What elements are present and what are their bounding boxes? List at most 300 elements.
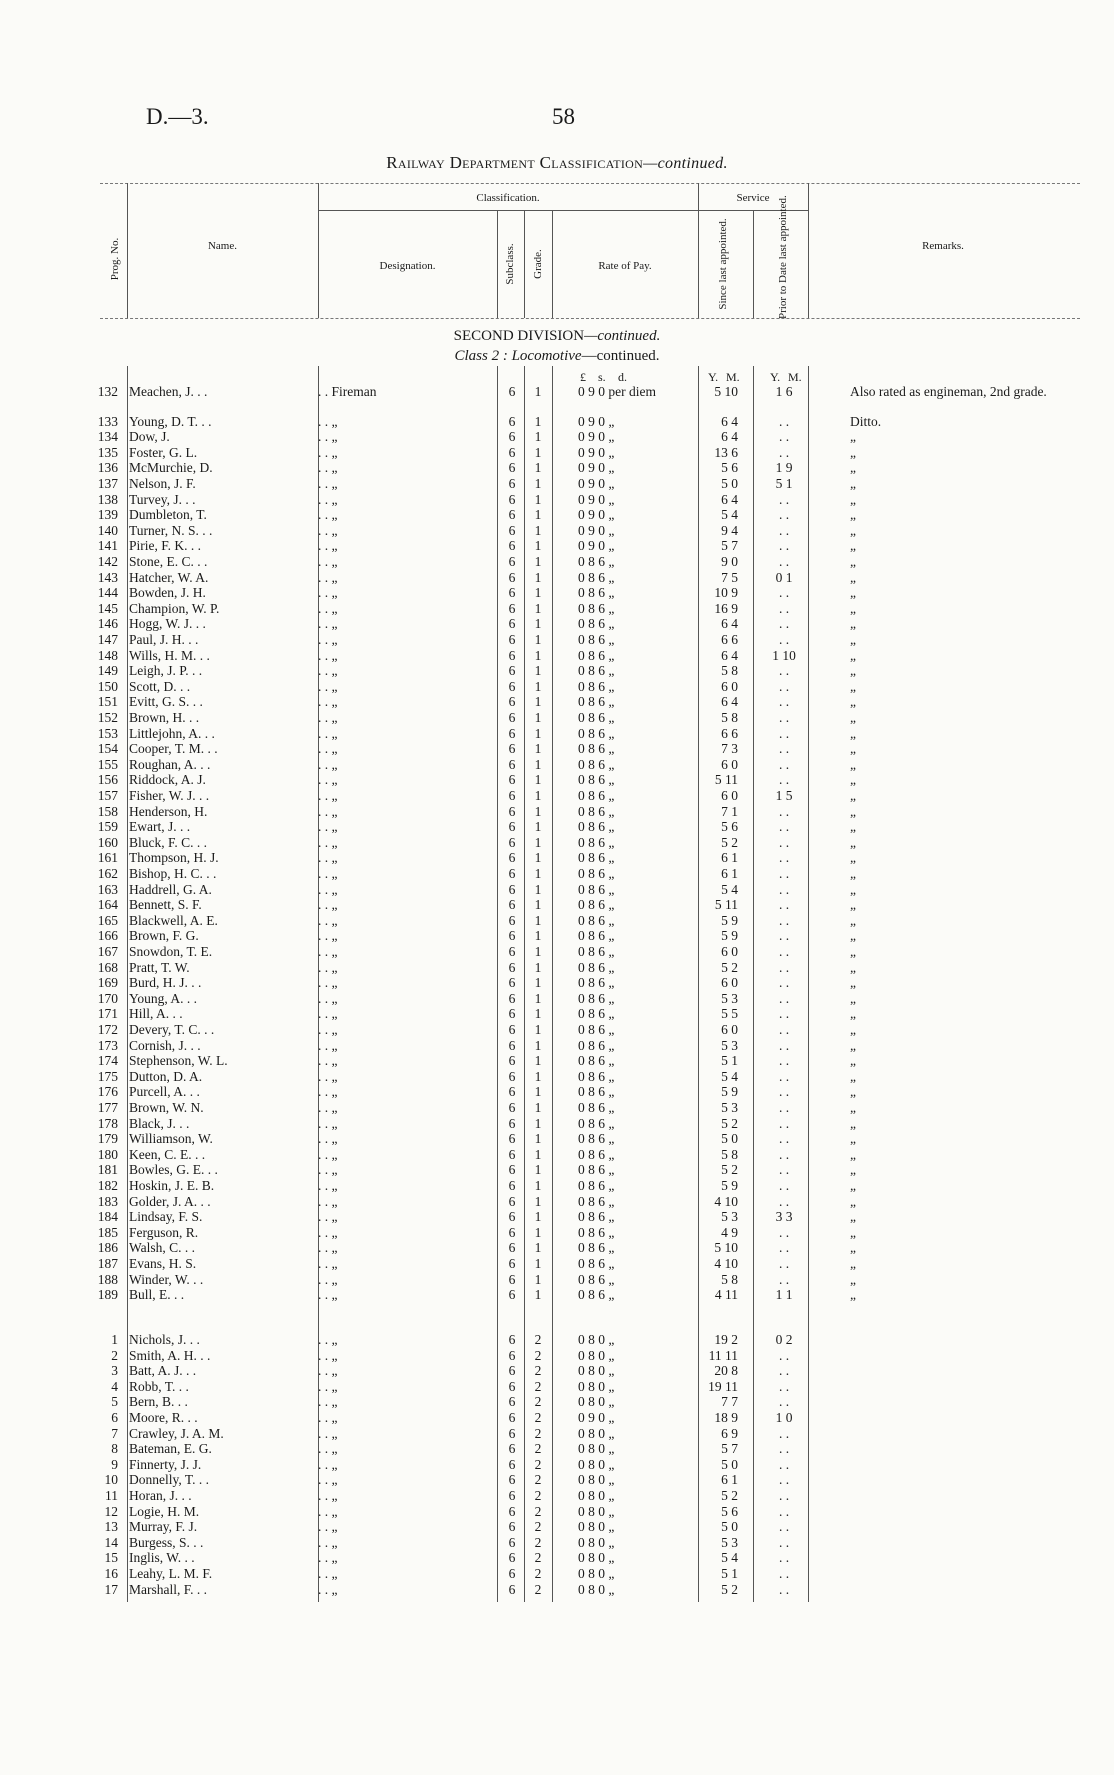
table-row bbox=[0, 460, 1114, 476]
cell-sub: 6 bbox=[508, 1441, 516, 1457]
cell-no: 184 bbox=[97, 1209, 118, 1225]
cell-sub: 6 bbox=[508, 1178, 516, 1193]
cell-rate: 0 8 0 „ bbox=[578, 1456, 615, 1472]
cell-gr: 1 bbox=[534, 975, 542, 991]
cell-desig: . . „ bbox=[318, 772, 338, 788]
cell-name: Haddrell, G. A. bbox=[129, 881, 212, 897]
cell-sub: 6 bbox=[508, 1472, 516, 1488]
cell-sub: 6 bbox=[508, 569, 516, 585]
cell-name: Bishop, H. C. . . bbox=[129, 866, 217, 881]
cell-since: 6 6 bbox=[721, 725, 738, 741]
cell-gr: 1 bbox=[534, 741, 542, 757]
cell-desig: . . „ bbox=[318, 1534, 338, 1550]
cell-gr: 1 bbox=[534, 476, 542, 491]
cell-prior: . . bbox=[778, 663, 790, 679]
division-label: SECOND DIVISION bbox=[453, 328, 585, 344]
cell-name: Horan, J. . . bbox=[129, 1488, 192, 1503]
cell-desig: . . „ bbox=[318, 1363, 338, 1379]
cell-rate: 0 8 6 „ bbox=[578, 944, 615, 959]
cell-rate: 0 8 6 „ bbox=[578, 850, 615, 866]
cell-no: 15 bbox=[104, 1550, 118, 1566]
table-row bbox=[0, 788, 1114, 804]
cell-rem: „ bbox=[850, 1100, 856, 1115]
cell-name: Inglis, W. . . bbox=[129, 1550, 195, 1566]
cell-desig: . . „ bbox=[318, 476, 338, 491]
cell-desig: . . „ bbox=[318, 725, 338, 741]
cell-no: 165 bbox=[97, 912, 118, 928]
cell-name: Bateman, E. G. bbox=[129, 1441, 212, 1457]
cell-no: 179 bbox=[97, 1131, 118, 1147]
table-row bbox=[0, 538, 1114, 554]
cell-gr: 1 bbox=[534, 616, 542, 632]
cell-no: 157 bbox=[97, 788, 118, 803]
cell-no: 145 bbox=[97, 600, 118, 616]
cell-sub: 6 bbox=[508, 1256, 516, 1271]
cell-since: 5 3 bbox=[721, 1534, 738, 1550]
cell-sub: 6 bbox=[508, 1363, 516, 1379]
cell-name: Lindsay, F. S. bbox=[129, 1209, 203, 1225]
cell-desig: . . „ bbox=[318, 1287, 338, 1303]
cell-prior: . . bbox=[778, 616, 790, 632]
cell-gr: 1 bbox=[534, 1131, 542, 1147]
cell-desig: . . „ bbox=[318, 1456, 338, 1472]
cell-prior: . . bbox=[778, 1534, 790, 1550]
cell-rate: 0 8 0 „ bbox=[578, 1534, 615, 1550]
cell-since: 5 4 bbox=[721, 1068, 738, 1084]
cell-sub: 6 bbox=[508, 554, 516, 569]
cell-name: Fisher, W. J. . . bbox=[129, 788, 210, 803]
cell-desig: . . „ bbox=[318, 1068, 338, 1084]
cell-since: 5 0 bbox=[721, 1519, 738, 1535]
cell-rem: „ bbox=[850, 600, 856, 616]
table-row bbox=[0, 1100, 1114, 1116]
cell-sub: 6 bbox=[508, 1100, 516, 1115]
cell-prior: . . bbox=[778, 1378, 790, 1394]
cell-no: 166 bbox=[97, 928, 118, 944]
table-row bbox=[0, 1084, 1114, 1100]
cell-prior: . . bbox=[778, 1115, 790, 1131]
cell-prior: 1 9 bbox=[775, 460, 793, 476]
cell-no: 160 bbox=[97, 834, 118, 850]
cell-name: Brown, H. . . bbox=[129, 710, 200, 725]
cell-prior: . . bbox=[778, 1456, 790, 1472]
cell-since: 7 3 bbox=[721, 741, 738, 757]
table-row bbox=[0, 819, 1114, 835]
cell-rem: „ bbox=[850, 850, 856, 866]
cell-no: 161 bbox=[97, 850, 118, 866]
cell-since: 5 4 bbox=[721, 881, 738, 897]
cell-no: 187 bbox=[97, 1256, 118, 1271]
cell-sub: 6 bbox=[508, 1115, 516, 1131]
cell-sub: 6 bbox=[508, 1224, 516, 1240]
cell-since: 6 1 bbox=[721, 1472, 738, 1488]
cell-since: 5 6 bbox=[721, 1503, 738, 1519]
cell-rate: 0 8 6 „ bbox=[578, 554, 615, 569]
cell-gr: 1 bbox=[534, 1100, 542, 1115]
cell-prior: . . bbox=[778, 1178, 790, 1193]
cell-no: 139 bbox=[97, 507, 118, 523]
cell-gr: 1 bbox=[534, 803, 542, 819]
cell-rate: 0 9 0 „ bbox=[578, 491, 615, 507]
cell-name: Batt, A. J. . . bbox=[129, 1363, 197, 1379]
cell-rate: 0 9 0 „ bbox=[578, 522, 615, 538]
cell-name: Burd, H. J. . . bbox=[129, 975, 202, 991]
cell-prior: . . bbox=[778, 1394, 790, 1410]
cell-name: Hill, A. . . bbox=[129, 1006, 183, 1022]
cell-sub: 6 bbox=[508, 522, 516, 538]
cell-rem: „ bbox=[850, 616, 856, 632]
table-row bbox=[0, 632, 1114, 648]
cell-rate: 0 8 0 „ bbox=[578, 1425, 615, 1441]
cell-rate: 0 8 6 „ bbox=[578, 975, 615, 991]
cell-no: 9 bbox=[111, 1456, 118, 1472]
cell-sub: 6 bbox=[508, 912, 516, 928]
cell-desig: . . „ bbox=[318, 1022, 338, 1037]
cell-gr: 1 bbox=[534, 694, 542, 710]
cell-rate: 0 8 6 „ bbox=[578, 710, 615, 725]
cell-sub: 6 bbox=[508, 632, 516, 647]
cell-gr: 2 bbox=[534, 1550, 542, 1566]
table-row bbox=[0, 507, 1114, 523]
cell-name: Henderson, H. bbox=[129, 803, 208, 819]
cell-desig: . . „ bbox=[318, 990, 338, 1006]
cell-prior: . . bbox=[778, 1053, 790, 1069]
cell-prior: . . bbox=[778, 1441, 790, 1457]
cell-rate: 0 8 6 „ bbox=[578, 866, 615, 881]
cell-desig: . . „ bbox=[318, 1193, 338, 1209]
cell-prior: . . bbox=[778, 585, 790, 601]
table-row bbox=[0, 679, 1114, 695]
cell-name: Bowles, G. E. . . bbox=[129, 1162, 218, 1178]
cell-since: 5 3 bbox=[721, 1037, 738, 1053]
table-row bbox=[0, 710, 1114, 726]
cell-no: 176 bbox=[97, 1084, 118, 1100]
cell-sub: 6 bbox=[508, 834, 516, 850]
cell-since: 5 1 bbox=[721, 1053, 738, 1069]
cell-rate: 0 9 0 „ bbox=[578, 460, 615, 476]
cell-since: 20 8 bbox=[714, 1363, 738, 1379]
cell-since: 5 0 bbox=[721, 476, 738, 491]
cell-rate: 0 8 0 „ bbox=[578, 1519, 615, 1535]
cell-desig: . . „ bbox=[318, 647, 338, 663]
cell-rate: 0 8 6 „ bbox=[578, 1053, 615, 1069]
table-row bbox=[0, 1504, 1114, 1520]
cell-rem: „ bbox=[850, 756, 856, 772]
cell-prior: 1 0 bbox=[775, 1410, 793, 1425]
cell-no: 186 bbox=[97, 1240, 118, 1256]
cell-rate: 0 8 6 „ bbox=[578, 772, 615, 788]
cell-sub: 6 bbox=[508, 975, 516, 991]
cell-rem: „ bbox=[850, 1037, 856, 1053]
cell-gr: 1 bbox=[534, 1084, 542, 1100]
cell-prior: . . bbox=[778, 1566, 790, 1581]
cell-sub: 6 bbox=[508, 1146, 516, 1162]
cell-since: 5 2 bbox=[721, 1488, 738, 1503]
cell-no: 182 bbox=[97, 1178, 118, 1193]
cell-name: Foster, G. L. bbox=[129, 444, 198, 460]
cell-name: Marshall, F. . . bbox=[129, 1581, 208, 1597]
cell-rem: „ bbox=[850, 834, 856, 850]
cell-prior: 1 1 bbox=[775, 1287, 793, 1303]
table-row bbox=[0, 772, 1114, 788]
cell-rem: „ bbox=[850, 1224, 856, 1240]
cell-since: 5 6 bbox=[721, 460, 738, 476]
cell-rate: 0 8 6 „ bbox=[578, 632, 615, 647]
cell-rate: 0 8 0 „ bbox=[578, 1550, 615, 1566]
cell-desig: . . „ bbox=[318, 944, 338, 959]
cell-desig: . . „ bbox=[318, 429, 338, 445]
cell-rem: „ bbox=[850, 460, 856, 476]
cell-no: 8 bbox=[111, 1441, 118, 1457]
cell-no: 135 bbox=[97, 444, 118, 460]
table-row bbox=[0, 1582, 1114, 1598]
cell-since: 6 4 bbox=[721, 491, 738, 507]
cell-no: 140 bbox=[97, 522, 118, 538]
cell-since: 5 7 bbox=[721, 1441, 738, 1457]
cell-since: 5 8 bbox=[721, 1146, 738, 1162]
cell-rate: 0 8 6 „ bbox=[578, 1271, 615, 1287]
table-row bbox=[0, 663, 1114, 679]
cell-rem: „ bbox=[850, 1240, 856, 1256]
cell-desig: . . „ bbox=[318, 897, 338, 913]
table-row bbox=[0, 1240, 1114, 1256]
table-row bbox=[0, 1147, 1114, 1163]
cell-name: Leigh, J. P. . . bbox=[129, 663, 203, 679]
cell-rate: 0 8 6 „ bbox=[578, 959, 615, 975]
cell-gr: 2 bbox=[534, 1581, 542, 1597]
cell-prior: . . bbox=[778, 819, 790, 835]
cell-rate: 0 8 6 „ bbox=[578, 881, 615, 897]
cell-gr: 1 bbox=[534, 491, 542, 507]
cell-since: 6 4 bbox=[721, 429, 738, 445]
col-name: Name. bbox=[207, 240, 237, 252]
cell-rem: „ bbox=[850, 788, 856, 803]
cell-gr: 1 bbox=[534, 1271, 542, 1287]
cell-desig: . . „ bbox=[318, 538, 338, 554]
cell-sub: 6 bbox=[508, 413, 516, 429]
col-grade: Grade. bbox=[532, 249, 544, 279]
cell-rem: „ bbox=[850, 522, 856, 538]
cell-desig: . . „ bbox=[318, 1378, 338, 1394]
cell-rem: „ bbox=[850, 1193, 856, 1209]
cell-gr: 1 bbox=[534, 554, 542, 569]
cell-sub: 6 bbox=[508, 663, 516, 679]
cell-no: 151 bbox=[97, 694, 118, 710]
cell-name: Pirie, F. K. . . bbox=[129, 538, 202, 554]
cell-no: 136 bbox=[97, 460, 118, 476]
cell-rate: 0 8 0 „ bbox=[578, 1347, 615, 1363]
cell-gr: 1 bbox=[534, 1022, 542, 1037]
cell-desig: . . „ bbox=[318, 1006, 338, 1022]
cell-no: 16 bbox=[104, 1566, 118, 1581]
cell-rem: „ bbox=[850, 1131, 856, 1147]
cell-rem: Ditto. bbox=[850, 413, 882, 429]
table-row bbox=[0, 1225, 1114, 1241]
cell-since: 6 0 bbox=[721, 756, 738, 772]
cell-since: 19 11 bbox=[708, 1378, 738, 1394]
cell-sub: 6 bbox=[508, 585, 516, 601]
cell-rate: 0 8 0 „ bbox=[578, 1363, 615, 1379]
cell-prior: . . bbox=[778, 1425, 790, 1441]
cell-sub: 6 bbox=[508, 678, 516, 694]
cell-gr: 2 bbox=[534, 1363, 542, 1379]
cell-prior: . . bbox=[778, 990, 790, 1006]
cell-since: 6 1 bbox=[721, 850, 738, 866]
cell-rem: „ bbox=[850, 538, 856, 554]
cell-since: 5 2 bbox=[721, 1581, 738, 1597]
cell-sub: 6 bbox=[508, 616, 516, 632]
class-label: Class 2 : Locomotive bbox=[454, 348, 582, 364]
cell-no: 163 bbox=[97, 881, 118, 897]
cell-prior: 0 1 bbox=[775, 569, 793, 585]
cell-since: 5 9 bbox=[721, 912, 738, 928]
cell-desig: . . „ bbox=[318, 1581, 338, 1597]
cell-rate: 0 8 6 „ bbox=[578, 1022, 615, 1037]
table-row bbox=[0, 944, 1114, 960]
cell-desig: . . „ bbox=[318, 1209, 338, 1225]
cell-desig: . . „ bbox=[318, 788, 338, 803]
cell-rate: 0 8 6 „ bbox=[578, 569, 615, 585]
cell-sub: 6 bbox=[508, 1209, 516, 1225]
table-row bbox=[0, 882, 1114, 898]
cell-name: Brown, F. G. bbox=[129, 928, 199, 944]
cell-since: 4 11 bbox=[714, 1287, 738, 1303]
col-rate: Rate of Pay. bbox=[598, 260, 652, 272]
cell-prior: 1 5 bbox=[775, 788, 793, 803]
cell-name: Meachen, J. . . bbox=[129, 384, 208, 399]
cell-prior: . . bbox=[778, 1068, 790, 1084]
cell-sub: 6 bbox=[508, 1425, 516, 1441]
cell-name: Winder, W. . . bbox=[129, 1271, 204, 1287]
cell-prior: . . bbox=[778, 538, 790, 554]
table-row bbox=[0, 1116, 1114, 1132]
cell-sub: 6 bbox=[508, 959, 516, 975]
cell-prior: . . bbox=[778, 554, 790, 569]
unit-months-since: M. bbox=[726, 370, 740, 384]
col-since: Since last appointed. bbox=[717, 218, 729, 310]
cell-no: 11 bbox=[105, 1488, 118, 1503]
cell-desig: . . „ bbox=[318, 1472, 338, 1488]
cell-rem: „ bbox=[850, 1271, 856, 1287]
table-row bbox=[0, 991, 1114, 1007]
col-prior: Prior to Date last appointed. bbox=[777, 195, 789, 319]
table-row bbox=[0, 414, 1114, 430]
cell-sub: 6 bbox=[508, 429, 516, 445]
cell-rem: „ bbox=[850, 912, 856, 928]
cell-sub: 6 bbox=[508, 1193, 516, 1209]
cell-rate: 0 8 6 „ bbox=[578, 756, 615, 772]
cell-rem: „ bbox=[850, 554, 856, 569]
cell-gr: 1 bbox=[534, 632, 542, 647]
unit-pence: d. bbox=[618, 370, 627, 384]
cell-name: Evans, H. S. bbox=[129, 1256, 197, 1271]
table-row bbox=[0, 1022, 1114, 1038]
title-main: Railway Department Classification bbox=[386, 153, 644, 172]
cell-desig: . . „ bbox=[318, 678, 338, 694]
cell-gr: 1 bbox=[534, 850, 542, 866]
cell-gr: 1 bbox=[534, 678, 542, 694]
cell-gr: 1 bbox=[534, 1146, 542, 1162]
cell-no: 149 bbox=[97, 663, 118, 679]
cell-desig: . . „ bbox=[318, 881, 338, 897]
cell-gr: 2 bbox=[534, 1534, 542, 1550]
cell-desig: . . „ bbox=[318, 569, 338, 585]
cell-desig: . . „ bbox=[318, 1240, 338, 1256]
cell-gr: 1 bbox=[534, 725, 542, 741]
cell-since: 5 2 bbox=[721, 834, 738, 850]
cell-no: 162 bbox=[97, 866, 118, 881]
cell-gr: 1 bbox=[534, 1193, 542, 1209]
cell-desig: . . „ bbox=[318, 819, 338, 835]
cell-rem: „ bbox=[850, 710, 856, 725]
cell-since: 6 9 bbox=[721, 1425, 738, 1441]
cell-since: 7 1 bbox=[721, 803, 738, 819]
table-row bbox=[0, 1363, 1114, 1379]
cell-prior: . . bbox=[778, 912, 790, 928]
cell-rate: 0 8 6 „ bbox=[578, 1131, 615, 1147]
table-row bbox=[0, 1472, 1114, 1488]
cell-prior: . . bbox=[778, 1256, 790, 1271]
cell-gr: 1 bbox=[534, 1178, 542, 1193]
table-row bbox=[0, 585, 1114, 601]
cell-desig: . . „ bbox=[318, 554, 338, 569]
cell-name: Hatcher, W. A. bbox=[129, 569, 209, 585]
cell-rate: 0 8 6 „ bbox=[578, 1240, 615, 1256]
cell-sub: 6 bbox=[508, 803, 516, 819]
cell-rate: 0 9 0 „ bbox=[578, 476, 615, 491]
cell-rate: 0 8 0 „ bbox=[578, 1503, 615, 1519]
cell-rate: 0 8 6 „ bbox=[578, 600, 615, 616]
cell-no: 12 bbox=[104, 1503, 118, 1519]
cell-gr: 1 bbox=[534, 1224, 542, 1240]
cell-since: 5 8 bbox=[721, 1271, 738, 1287]
cell-sub: 6 bbox=[508, 476, 516, 491]
unit-years-since: Y. bbox=[708, 370, 719, 384]
cell-gr: 2 bbox=[534, 1332, 542, 1347]
cell-desig: . . „ bbox=[318, 912, 338, 928]
cell-rate: 0 8 0 „ bbox=[578, 1472, 615, 1488]
cell-no: 167 bbox=[97, 944, 118, 959]
cell-rem: Also rated as engineman, 2nd grade. bbox=[850, 384, 1047, 399]
cell-name: Thompson, H. J. bbox=[129, 850, 219, 866]
table-row bbox=[0, 1053, 1114, 1069]
table-row bbox=[0, 1457, 1114, 1473]
cell-prior: . . bbox=[778, 1006, 790, 1022]
cell-rem: „ bbox=[850, 429, 856, 445]
table-row bbox=[0, 1441, 1114, 1457]
cell-no: 156 bbox=[97, 772, 118, 788]
cell-desig: . . „ bbox=[318, 1084, 338, 1100]
col-subclass: Subclass. bbox=[504, 243, 516, 285]
cell-prior: 0 2 bbox=[775, 1332, 793, 1347]
cell-name: Cooper, T. M. . . bbox=[129, 741, 218, 757]
cell-sub: 6 bbox=[508, 1053, 516, 1069]
cell-no: 159 bbox=[97, 819, 118, 835]
cell-since: 5 2 bbox=[721, 959, 738, 975]
cell-since: 6 4 bbox=[721, 413, 738, 429]
col-classification: Classification. bbox=[476, 192, 540, 204]
cell-gr: 1 bbox=[534, 959, 542, 975]
cell-rem: „ bbox=[850, 507, 856, 523]
cell-sub: 6 bbox=[508, 1332, 516, 1347]
cell-no: 172 bbox=[97, 1022, 118, 1037]
table-row bbox=[0, 835, 1114, 851]
cell-name: Riddock, A. J. bbox=[129, 772, 206, 788]
cell-rem: „ bbox=[850, 663, 856, 679]
cell-gr: 1 bbox=[534, 897, 542, 913]
cell-prior: . . bbox=[778, 1271, 790, 1287]
cell-no: 7 bbox=[111, 1425, 118, 1441]
